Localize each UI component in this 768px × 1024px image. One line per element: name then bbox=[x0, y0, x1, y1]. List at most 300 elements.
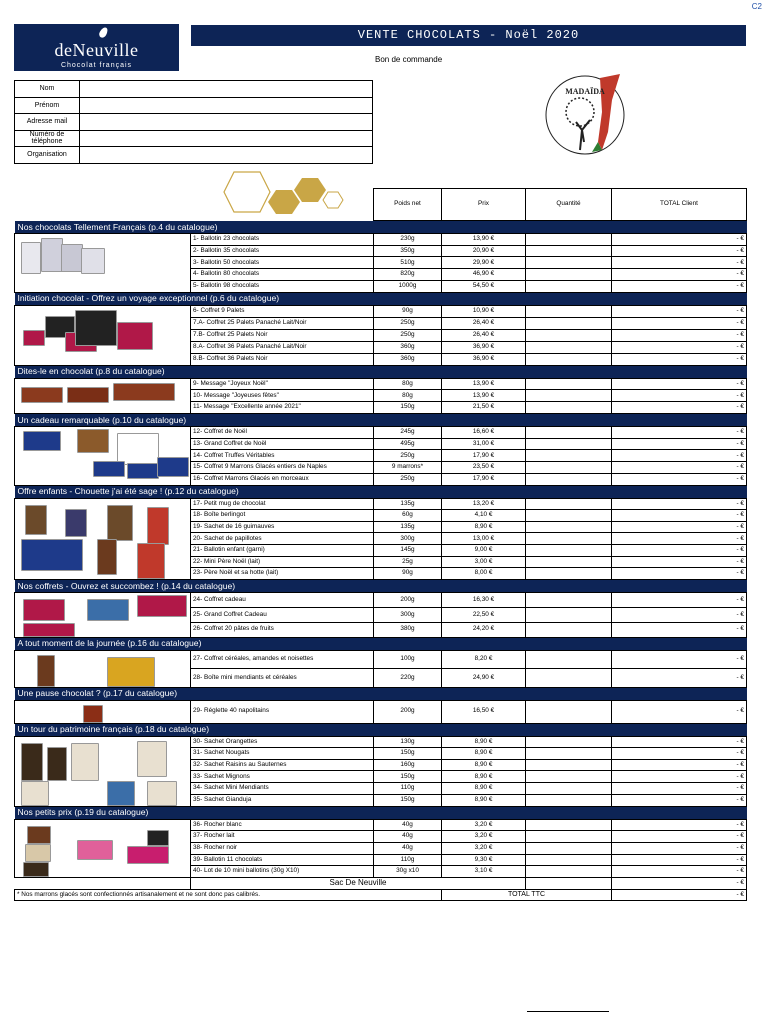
product-name: 10- Message "Joyeuses fêtes" bbox=[191, 390, 374, 402]
product-weight: 150g bbox=[374, 771, 442, 783]
product-weight: 25g bbox=[374, 556, 442, 568]
quantity-field[interactable] bbox=[526, 622, 612, 637]
product-row bbox=[15, 378, 747, 390]
col-total-header: TOTAL Client bbox=[612, 189, 747, 221]
quantity-field[interactable] bbox=[526, 329, 612, 341]
product-name: 11- Message "Excellente année 2021" bbox=[191, 402, 374, 414]
product-total: - € bbox=[612, 533, 747, 545]
product-thumbnail bbox=[23, 623, 75, 637]
product-total: - € bbox=[612, 402, 747, 414]
product-thumbnail bbox=[97, 539, 117, 575]
product-total: - € bbox=[612, 450, 747, 462]
info-label: Prénom bbox=[15, 97, 80, 114]
product-name: 30- Sachet Orangettes bbox=[191, 736, 374, 748]
product-name: 35- Sachet Gianduja bbox=[191, 794, 374, 806]
quantity-field[interactable] bbox=[526, 700, 612, 723]
product-weight: 200g bbox=[374, 593, 442, 608]
product-weight: 110g bbox=[374, 783, 442, 795]
product-row bbox=[15, 650, 747, 669]
product-thumbnail bbox=[37, 655, 55, 687]
product-total: - € bbox=[612, 427, 747, 439]
quantity-field[interactable] bbox=[526, 280, 612, 292]
product-price: 13,90 € bbox=[442, 378, 526, 390]
product-weight: 350g bbox=[374, 245, 442, 257]
product-weight: 380g bbox=[374, 622, 442, 637]
col-qty-header: Quantité bbox=[526, 189, 612, 221]
quantity-field[interactable] bbox=[526, 736, 612, 748]
product-total: - € bbox=[612, 771, 747, 783]
product-total: - € bbox=[612, 783, 747, 795]
product-total: - € bbox=[612, 759, 747, 771]
product-total: - € bbox=[612, 650, 747, 669]
product-image bbox=[15, 700, 191, 723]
section-title: Nos petits prix (p.19 du catalogue) bbox=[15, 806, 747, 819]
product-total: - € bbox=[612, 866, 747, 878]
info-label: Organisation bbox=[15, 147, 80, 164]
product-weight: 100g bbox=[374, 650, 442, 669]
info-field[interactable] bbox=[80, 97, 373, 114]
info-label: Nom bbox=[15, 81, 80, 98]
product-thumbnail bbox=[21, 242, 41, 274]
product-name: 2- Ballotin 35 chocolats bbox=[191, 245, 374, 257]
product-total: - € bbox=[612, 257, 747, 269]
section-title: Nos coffrets - Ouvrez et succombez ! (p.14 du catalogue) bbox=[15, 580, 747, 593]
product-price: 22,50 € bbox=[442, 607, 526, 622]
product-weight: 495g bbox=[374, 438, 442, 450]
product-weight: 60g bbox=[374, 510, 442, 522]
section-header bbox=[15, 221, 747, 234]
product-thumbnail bbox=[107, 781, 135, 806]
quantity-field[interactable] bbox=[526, 593, 612, 608]
product-thumbnail bbox=[47, 747, 67, 781]
product-total: - € bbox=[612, 669, 747, 688]
product-thumbnail bbox=[147, 830, 169, 846]
product-thumbnail bbox=[25, 844, 51, 862]
product-total: - € bbox=[612, 280, 747, 292]
product-image bbox=[15, 427, 191, 486]
product-thumbnail bbox=[61, 244, 83, 272]
product-name: 33- Sachet Mignons bbox=[191, 771, 374, 783]
product-price: 16,50 € bbox=[442, 700, 526, 723]
product-price: 3,20 € bbox=[442, 831, 526, 843]
product-total: - € bbox=[612, 854, 747, 866]
product-weight: 360g bbox=[374, 353, 442, 365]
section-title: Un tour du patrimoine français (p.18 du catalogue) bbox=[15, 723, 747, 736]
product-weight: 250g bbox=[374, 473, 442, 485]
order-form-subtitle: Bon de commande bbox=[375, 55, 443, 64]
product-total: - € bbox=[612, 234, 747, 246]
product-thumbnail bbox=[127, 463, 159, 479]
product-row bbox=[15, 700, 747, 723]
product-total: - € bbox=[612, 700, 747, 723]
quantity-field[interactable] bbox=[526, 305, 612, 317]
customer-info-table bbox=[14, 80, 373, 164]
logo-subtitle: Chocolat français bbox=[60, 62, 133, 69]
product-name: 18- Boîte berlingot bbox=[191, 510, 374, 522]
quantity-field[interactable] bbox=[526, 402, 612, 414]
quantity-field[interactable] bbox=[526, 819, 612, 831]
section-header bbox=[15, 485, 747, 498]
col-weight-header: Poids net bbox=[374, 189, 442, 221]
product-thumbnail bbox=[87, 599, 129, 621]
product-name: 24- Coffret cadeau bbox=[191, 593, 374, 608]
product-thumbnail bbox=[25, 505, 47, 535]
total-label: TOTAL TTC bbox=[442, 889, 612, 901]
product-name: 40- Lot de 10 mini ballotins (30g X10) bbox=[191, 866, 374, 878]
product-row bbox=[15, 305, 747, 317]
product-weight: 30g x10 bbox=[374, 866, 442, 878]
product-price: 9,00 € bbox=[442, 545, 526, 557]
product-price: 16,60 € bbox=[442, 427, 526, 439]
product-total: - € bbox=[612, 622, 747, 637]
quantity-field[interactable] bbox=[526, 650, 612, 669]
product-weight: 230g bbox=[374, 234, 442, 246]
product-price: 3,10 € bbox=[442, 866, 526, 878]
section-title: Nos chocolats Tellement Français (p.4 du catalogue) bbox=[15, 221, 747, 234]
product-price: 29,90 € bbox=[442, 257, 526, 269]
product-row bbox=[15, 593, 747, 608]
product-name: 7.B- Coffret 25 Palets Noir bbox=[191, 329, 374, 341]
product-total: - € bbox=[612, 462, 747, 474]
section-header bbox=[15, 637, 747, 650]
product-weight: 145g bbox=[374, 545, 442, 557]
product-total: - € bbox=[612, 748, 747, 760]
product-price: 17,90 € bbox=[442, 450, 526, 462]
product-thumbnail bbox=[21, 387, 63, 403]
quantity-field[interactable] bbox=[526, 545, 612, 557]
product-price: 13,90 € bbox=[442, 390, 526, 402]
product-name: 13- Grand Coffret de Noël bbox=[191, 438, 374, 450]
product-row bbox=[15, 427, 747, 439]
quantity-field[interactable] bbox=[526, 759, 612, 771]
product-total: - € bbox=[612, 245, 747, 257]
product-price: 21,50 € bbox=[442, 402, 526, 414]
product-total: - € bbox=[612, 794, 747, 806]
product-name: 37- Rocher lait bbox=[191, 831, 374, 843]
product-name: 1- Ballotin 23 chocolats bbox=[191, 234, 374, 246]
quantity-field[interactable] bbox=[526, 257, 612, 269]
quantity-field[interactable] bbox=[526, 878, 612, 890]
quantity-field[interactable] bbox=[526, 353, 612, 365]
product-thumbnail bbox=[113, 383, 175, 401]
product-weight: 150g bbox=[374, 748, 442, 760]
product-thumbnail bbox=[21, 781, 49, 806]
product-price: 36,90 € bbox=[442, 353, 526, 365]
product-thumbnail bbox=[77, 840, 113, 860]
section-header bbox=[15, 806, 747, 819]
quantity-field[interactable] bbox=[526, 378, 612, 390]
product-thumbnail bbox=[147, 507, 169, 545]
product-weight: 110g bbox=[374, 854, 442, 866]
logo-brand: deNeuville bbox=[54, 40, 139, 60]
product-name: 31- Sachet Nougats bbox=[191, 748, 374, 760]
product-total: - € bbox=[612, 607, 747, 622]
product-total: - € bbox=[612, 568, 747, 580]
product-price: 8,90 € bbox=[442, 736, 526, 748]
quantity-field[interactable] bbox=[526, 669, 612, 688]
product-total: - € bbox=[612, 438, 747, 450]
product-image bbox=[15, 498, 191, 580]
product-total: - € bbox=[612, 593, 747, 608]
product-weight: 135g bbox=[374, 521, 442, 533]
footnote: * Nos marrons glacés sont confectionnés artisanalement et ne sont donc pas calibrés. bbox=[15, 889, 442, 901]
section-title: Un cadeau remarquable (p.10 du catalogue) bbox=[15, 414, 747, 427]
product-price: 26,40 € bbox=[442, 317, 526, 329]
section-title: Offre enfants - Chouette j'ai été sage ! (p.12 du catalogue) bbox=[15, 485, 747, 498]
info-field[interactable] bbox=[80, 114, 373, 131]
product-price: 36,90 € bbox=[442, 341, 526, 353]
quantity-field[interactable] bbox=[526, 783, 612, 795]
quantity-field[interactable] bbox=[526, 473, 612, 485]
info-row bbox=[15, 97, 373, 114]
product-thumbnail bbox=[147, 781, 177, 806]
quantity-field[interactable] bbox=[526, 794, 612, 806]
section-header bbox=[15, 414, 747, 427]
product-name: 36- Rocher blanc bbox=[191, 819, 374, 831]
product-thumbnail bbox=[137, 595, 187, 617]
section-header bbox=[15, 687, 747, 700]
product-price: 46,90 € bbox=[442, 269, 526, 281]
product-price: 8,90 € bbox=[442, 771, 526, 783]
quantity-field[interactable] bbox=[526, 521, 612, 533]
product-thumbnail bbox=[117, 322, 153, 350]
product-total: - € bbox=[612, 736, 747, 748]
quantity-field[interactable] bbox=[526, 533, 612, 545]
product-price: 23,50 € bbox=[442, 462, 526, 474]
quantity-field[interactable] bbox=[526, 854, 612, 866]
product-weight: 80g bbox=[374, 390, 442, 402]
product-image bbox=[15, 378, 191, 414]
product-thumbnail bbox=[67, 387, 109, 403]
total-row bbox=[15, 889, 747, 901]
product-price: 3,00 € bbox=[442, 556, 526, 568]
quantity-field[interactable] bbox=[526, 269, 612, 281]
quantity-field[interactable] bbox=[526, 842, 612, 854]
product-price: 16,30 € bbox=[442, 593, 526, 608]
product-row bbox=[15, 498, 747, 510]
banner-title: VENTE CHOCOLATS - Noël 2020 bbox=[191, 25, 746, 46]
product-weight: 130g bbox=[374, 736, 442, 748]
product-row bbox=[15, 736, 747, 748]
product-price: 24,20 € bbox=[442, 622, 526, 637]
product-thumbnail bbox=[23, 330, 45, 346]
product-thumbnail bbox=[71, 743, 99, 781]
section-header bbox=[15, 365, 747, 378]
product-price: 8,90 € bbox=[442, 783, 526, 795]
product-weight: 250g bbox=[374, 450, 442, 462]
product-thumbnail bbox=[137, 741, 167, 777]
product-price: 10,90 € bbox=[442, 305, 526, 317]
product-thumbnail bbox=[93, 461, 125, 477]
section-title: Initiation chocolat - Offrez un voyage exceptionnel (p.6 du catalogue) bbox=[15, 292, 747, 305]
product-name: 32- Sachet Raisins au Sauternes bbox=[191, 759, 374, 771]
info-row bbox=[15, 130, 373, 147]
product-thumbnail bbox=[107, 657, 155, 687]
bag-total: - € bbox=[612, 878, 747, 890]
product-price: 8,90 € bbox=[442, 759, 526, 771]
quantity-field[interactable] bbox=[526, 245, 612, 257]
section-header bbox=[15, 723, 747, 736]
product-name: 25- Grand Coffret Cadeau bbox=[191, 607, 374, 622]
section-title: A tout moment de la journée (p.16 du catalogue) bbox=[15, 637, 747, 650]
product-weight: 360g bbox=[374, 341, 442, 353]
product-name: 29- Réglette 40 napolitains bbox=[191, 700, 374, 723]
product-row bbox=[15, 819, 747, 831]
product-name: 22- Mini Père Noël (lait) bbox=[191, 556, 374, 568]
product-weight: 90g bbox=[374, 305, 442, 317]
product-image bbox=[15, 650, 191, 687]
product-name: 39- Ballotin 11 chocolats bbox=[191, 854, 374, 866]
product-total: - € bbox=[612, 545, 747, 557]
product-thumbnail bbox=[137, 543, 165, 580]
product-name: 26- Coffret 20 pâtes de fruits bbox=[191, 622, 374, 637]
product-total: - € bbox=[612, 498, 747, 510]
quantity-field[interactable] bbox=[526, 234, 612, 246]
quantity-field[interactable] bbox=[526, 607, 612, 622]
product-weight: 40g bbox=[374, 831, 442, 843]
quantity-field[interactable] bbox=[526, 438, 612, 450]
product-name: 34- Sachet Mini Mendiants bbox=[191, 783, 374, 795]
info-row bbox=[15, 147, 373, 164]
product-name: 9- Message "Joyeux Noël" bbox=[191, 378, 374, 390]
product-image bbox=[15, 234, 191, 293]
product-price: 8,90 € bbox=[442, 794, 526, 806]
product-weight: 40g bbox=[374, 842, 442, 854]
product-price: 13,00 € bbox=[442, 533, 526, 545]
product-name: 20- Sachet de papillotes bbox=[191, 533, 374, 545]
product-total: - € bbox=[612, 556, 747, 568]
product-weight: 250g bbox=[374, 329, 442, 341]
product-image bbox=[15, 736, 191, 806]
product-weight: 9 marrons* bbox=[374, 462, 442, 474]
product-total: - € bbox=[612, 329, 747, 341]
product-weight: 200g bbox=[374, 700, 442, 723]
product-thumbnail bbox=[127, 846, 169, 864]
product-total: - € bbox=[612, 521, 747, 533]
product-image bbox=[15, 819, 191, 878]
product-total: - € bbox=[612, 378, 747, 390]
quantity-field[interactable] bbox=[526, 450, 612, 462]
quantity-field[interactable] bbox=[526, 748, 612, 760]
product-total: - € bbox=[612, 473, 747, 485]
quantity-field[interactable] bbox=[526, 556, 612, 568]
quantity-field[interactable] bbox=[526, 390, 612, 402]
product-price: 31,00 € bbox=[442, 438, 526, 450]
product-name: 6- Coffret 9 Palets bbox=[191, 305, 374, 317]
product-weight: 300g bbox=[374, 533, 442, 545]
quantity-field[interactable] bbox=[526, 462, 612, 474]
product-thumbnail bbox=[77, 429, 109, 453]
quantity-field[interactable] bbox=[526, 771, 612, 783]
page-code: C2 bbox=[751, 2, 762, 11]
table-header-row bbox=[15, 189, 747, 221]
quantity-field[interactable] bbox=[526, 866, 612, 878]
product-thumbnail bbox=[23, 862, 49, 878]
order-table bbox=[14, 188, 747, 901]
product-total: - € bbox=[612, 317, 747, 329]
col-price-header: Prix bbox=[442, 189, 526, 221]
product-name: 8.B- Coffret 36 Palets Noir bbox=[191, 353, 374, 365]
cocoa-pod-icon bbox=[98, 26, 110, 39]
product-name: 27- Coffret céréales, amandes et noisettes bbox=[191, 650, 374, 669]
info-field[interactable] bbox=[80, 147, 373, 164]
product-total: - € bbox=[612, 269, 747, 281]
product-name: 3- Ballotin 50 chocolats bbox=[191, 257, 374, 269]
product-weight: 300g bbox=[374, 607, 442, 622]
product-name: 8.A- Coffret 36 Palets Panaché Lait/Noir bbox=[191, 341, 374, 353]
product-price: 8,00 € bbox=[442, 568, 526, 580]
product-weight: 80g bbox=[374, 378, 442, 390]
product-weight: 250g bbox=[374, 317, 442, 329]
quantity-field[interactable] bbox=[526, 568, 612, 580]
product-price: 26,40 € bbox=[442, 329, 526, 341]
product-weight: 150g bbox=[374, 402, 442, 414]
section-header bbox=[15, 292, 747, 305]
product-total: - € bbox=[612, 842, 747, 854]
quantity-field[interactable] bbox=[526, 427, 612, 439]
product-name: 4- Ballotin 80 chocolats bbox=[191, 269, 374, 281]
product-price: 54,50 € bbox=[442, 280, 526, 292]
product-weight: 90g bbox=[374, 568, 442, 580]
quantity-field[interactable] bbox=[526, 831, 612, 843]
product-price: 13,90 € bbox=[442, 234, 526, 246]
section-title: Une pause chocolat ? (p.17 du catalogue) bbox=[15, 687, 747, 700]
product-weight: 820g bbox=[374, 269, 442, 281]
product-price: 8,90 € bbox=[442, 521, 526, 533]
info-label: Adresse mail bbox=[15, 114, 80, 131]
grand-total: - € bbox=[612, 889, 747, 901]
product-total: - € bbox=[612, 353, 747, 365]
product-thumbnail bbox=[107, 505, 133, 541]
product-weight: 220g bbox=[374, 669, 442, 688]
product-weight: 160g bbox=[374, 759, 442, 771]
product-price: 8,90 € bbox=[442, 748, 526, 760]
product-total: - € bbox=[612, 305, 747, 317]
quantity-field[interactable] bbox=[526, 317, 612, 329]
product-total: - € bbox=[612, 341, 747, 353]
product-name: 17- Petit mug de chocolat bbox=[191, 498, 374, 510]
product-name: 12- Coffret de Noël bbox=[191, 427, 374, 439]
bag-label: Sac De Neuville bbox=[191, 878, 526, 890]
product-thumbnail bbox=[41, 238, 63, 272]
info-label: Numéro de téléphone bbox=[15, 130, 80, 147]
quantity-field[interactable] bbox=[526, 341, 612, 353]
product-thumbnail bbox=[21, 743, 43, 781]
product-price: 24,90 € bbox=[442, 669, 526, 688]
product-name: 14- Coffret Truffes Véritables bbox=[191, 450, 374, 462]
product-price: 3,20 € bbox=[442, 819, 526, 831]
product-name: 19- Sachet de 16 guimauves bbox=[191, 521, 374, 533]
product-price: 3,20 € bbox=[442, 842, 526, 854]
association-name: MADAÏDA bbox=[565, 87, 605, 96]
product-price: 9,30 € bbox=[442, 854, 526, 866]
product-thumbnail bbox=[65, 509, 87, 537]
product-row bbox=[15, 234, 747, 246]
product-price: 4,10 € bbox=[442, 510, 526, 522]
product-thumbnail bbox=[27, 826, 51, 844]
quantity-field[interactable] bbox=[526, 510, 612, 522]
info-field[interactable] bbox=[80, 130, 373, 147]
product-name: 5- Ballotin 98 chocolats bbox=[191, 280, 374, 292]
deneuville-logo bbox=[14, 24, 179, 71]
product-total: - € bbox=[612, 510, 747, 522]
product-weight: 135g bbox=[374, 498, 442, 510]
quantity-field[interactable] bbox=[526, 498, 612, 510]
product-weight: 40g bbox=[374, 819, 442, 831]
info-field[interactable] bbox=[80, 81, 373, 98]
product-weight: 245g bbox=[374, 427, 442, 439]
product-thumbnail bbox=[23, 431, 61, 451]
